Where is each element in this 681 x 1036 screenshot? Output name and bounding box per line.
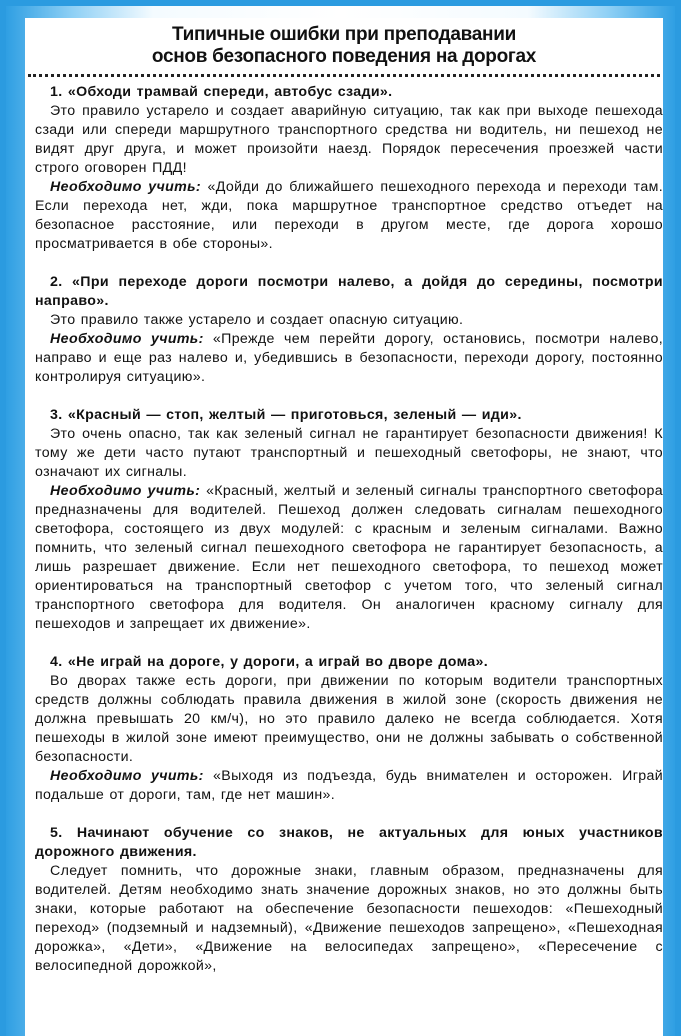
title-line-1: Типичные ошибки при преподавании bbox=[171, 24, 516, 45]
advice-label: Необходимо учить: bbox=[50, 768, 204, 784]
page-title bbox=[25, 24, 663, 68]
document-body bbox=[25, 83, 663, 976]
section-3 bbox=[35, 406, 663, 634]
section-text: Следует помнить, что дорожные знаки, главным образом, предназначены для водителей. Детям необходимо знать значение дорожных знаков, но это должны быть знаки, которые работают на обеспечение безопасности пешеходов: «Пешеходный переход» (подземный и надземный), «Движение пешеходов запрещено», «Пешеходная дорожка», «Дети», «Движение на велосипедах запрещено», «Пересечение с велосипедной дорожкой», bbox=[35, 863, 663, 974]
advice-label: Необходимо учить: bbox=[50, 179, 201, 195]
dotted-divider bbox=[28, 74, 660, 79]
section-heading: 3. «Красный — стоп, желтый — приготовься, зеленый — иди». bbox=[50, 407, 522, 423]
section-heading: 1. «Обходи трамвай спереди, автобус сзади». bbox=[50, 84, 393, 100]
section-text: Во дворах также есть дороги, при движении по которым водители транспортных средств должны соблюдать правила движения в жилой зоне (скорость движения не должна превышать 20 км/ч), но это правило далеко не всегда соблюдается. Хотя пешеходы в жилой зоне имеют преимущество, они не должны забывать о собственной безопасности. bbox=[35, 673, 663, 765]
advice-text: «Дойди до ближайшего пешеходного перехода и переходи там. Если перехода нет, жди, пока маршрутное транспортное средство отъедет на безопасное расстояние, или переходи в другом месте, где дорога хорошо просматривается в обе стороны». bbox=[35, 179, 663, 252]
section-heading: 2. «При переходе дороги посмотри налево, а дойдя до середины, посмотри направо». bbox=[35, 274, 663, 309]
section-2 bbox=[35, 273, 663, 387]
advice-text: «Красный, желтый и зеленый сигналы транспортного светофора предназначены для водителей. Пешеход должен следовать сигналам пешеходного светофора, состоящего из двух модулей: с красным и зеленым сигналами. Важно помнить, что зеленый сигнал пешеходного светофора не гарантирует безопасность, а лишь разрешает движение. Если нет пешеходного светофора, то пешеход может ориентироваться на транспортный светофор с учетом того, что зеленый сигнал транспортного светофора для водителя. Он аналогичен красному сигналу для пешеходов и запрещает их движение». bbox=[35, 483, 663, 632]
advice-text: «Прежде чем перейти дорогу, остановись, посмотри налево, направо и еще раз налево и, убедившись в безопасности, переходи дорогу, постоянно контролируя ситуацию». bbox=[35, 331, 663, 385]
section-advice bbox=[35, 482, 663, 634]
section-5 bbox=[35, 824, 663, 976]
section-text: Это правило также устарело и создает опасную ситуацию. bbox=[50, 312, 464, 328]
advice-label: Необходимо учить: bbox=[50, 483, 201, 499]
section-4 bbox=[35, 653, 663, 805]
section-1 bbox=[35, 83, 663, 254]
advice-label: Необходимо учить: bbox=[50, 331, 204, 347]
section-text: Это правило устарело и создает аварийную ситуацию, так как при выходе пешехода сзади или спереди маршрутного транспортного средства ни водитель, ни пешеход не видят друг друга, и может произойти наезд. Порядок пересечения проезжей части строго оговорен ПДД! bbox=[35, 103, 663, 176]
advice-text: «Выходя из подъезда, будь внимателен и осторожен. Играй подальше от дороги, там, где нет машин». bbox=[35, 768, 663, 803]
title-line-2: основ безопасного поведения на дорогах bbox=[151, 46, 537, 67]
section-advice bbox=[35, 767, 663, 805]
section-advice bbox=[35, 330, 663, 387]
section-advice bbox=[35, 178, 663, 254]
section-heading: 5. Начинают обучение со знаков, не актуальных для юных участников дорожного движения. bbox=[35, 825, 663, 860]
section-heading: 4. «Не играй на дороге, у дороги, а играй во дворе дома». bbox=[50, 654, 489, 670]
section-text: Это очень опасно, так как зеленый сигнал не гарантирует безопасности движения! К тому же дети часто путают транспортный и пешеходный светофоры, не знают, что означают их сигналы. bbox=[35, 426, 663, 480]
page-frame bbox=[6, 6, 675, 1036]
document-sheet bbox=[25, 18, 663, 1036]
